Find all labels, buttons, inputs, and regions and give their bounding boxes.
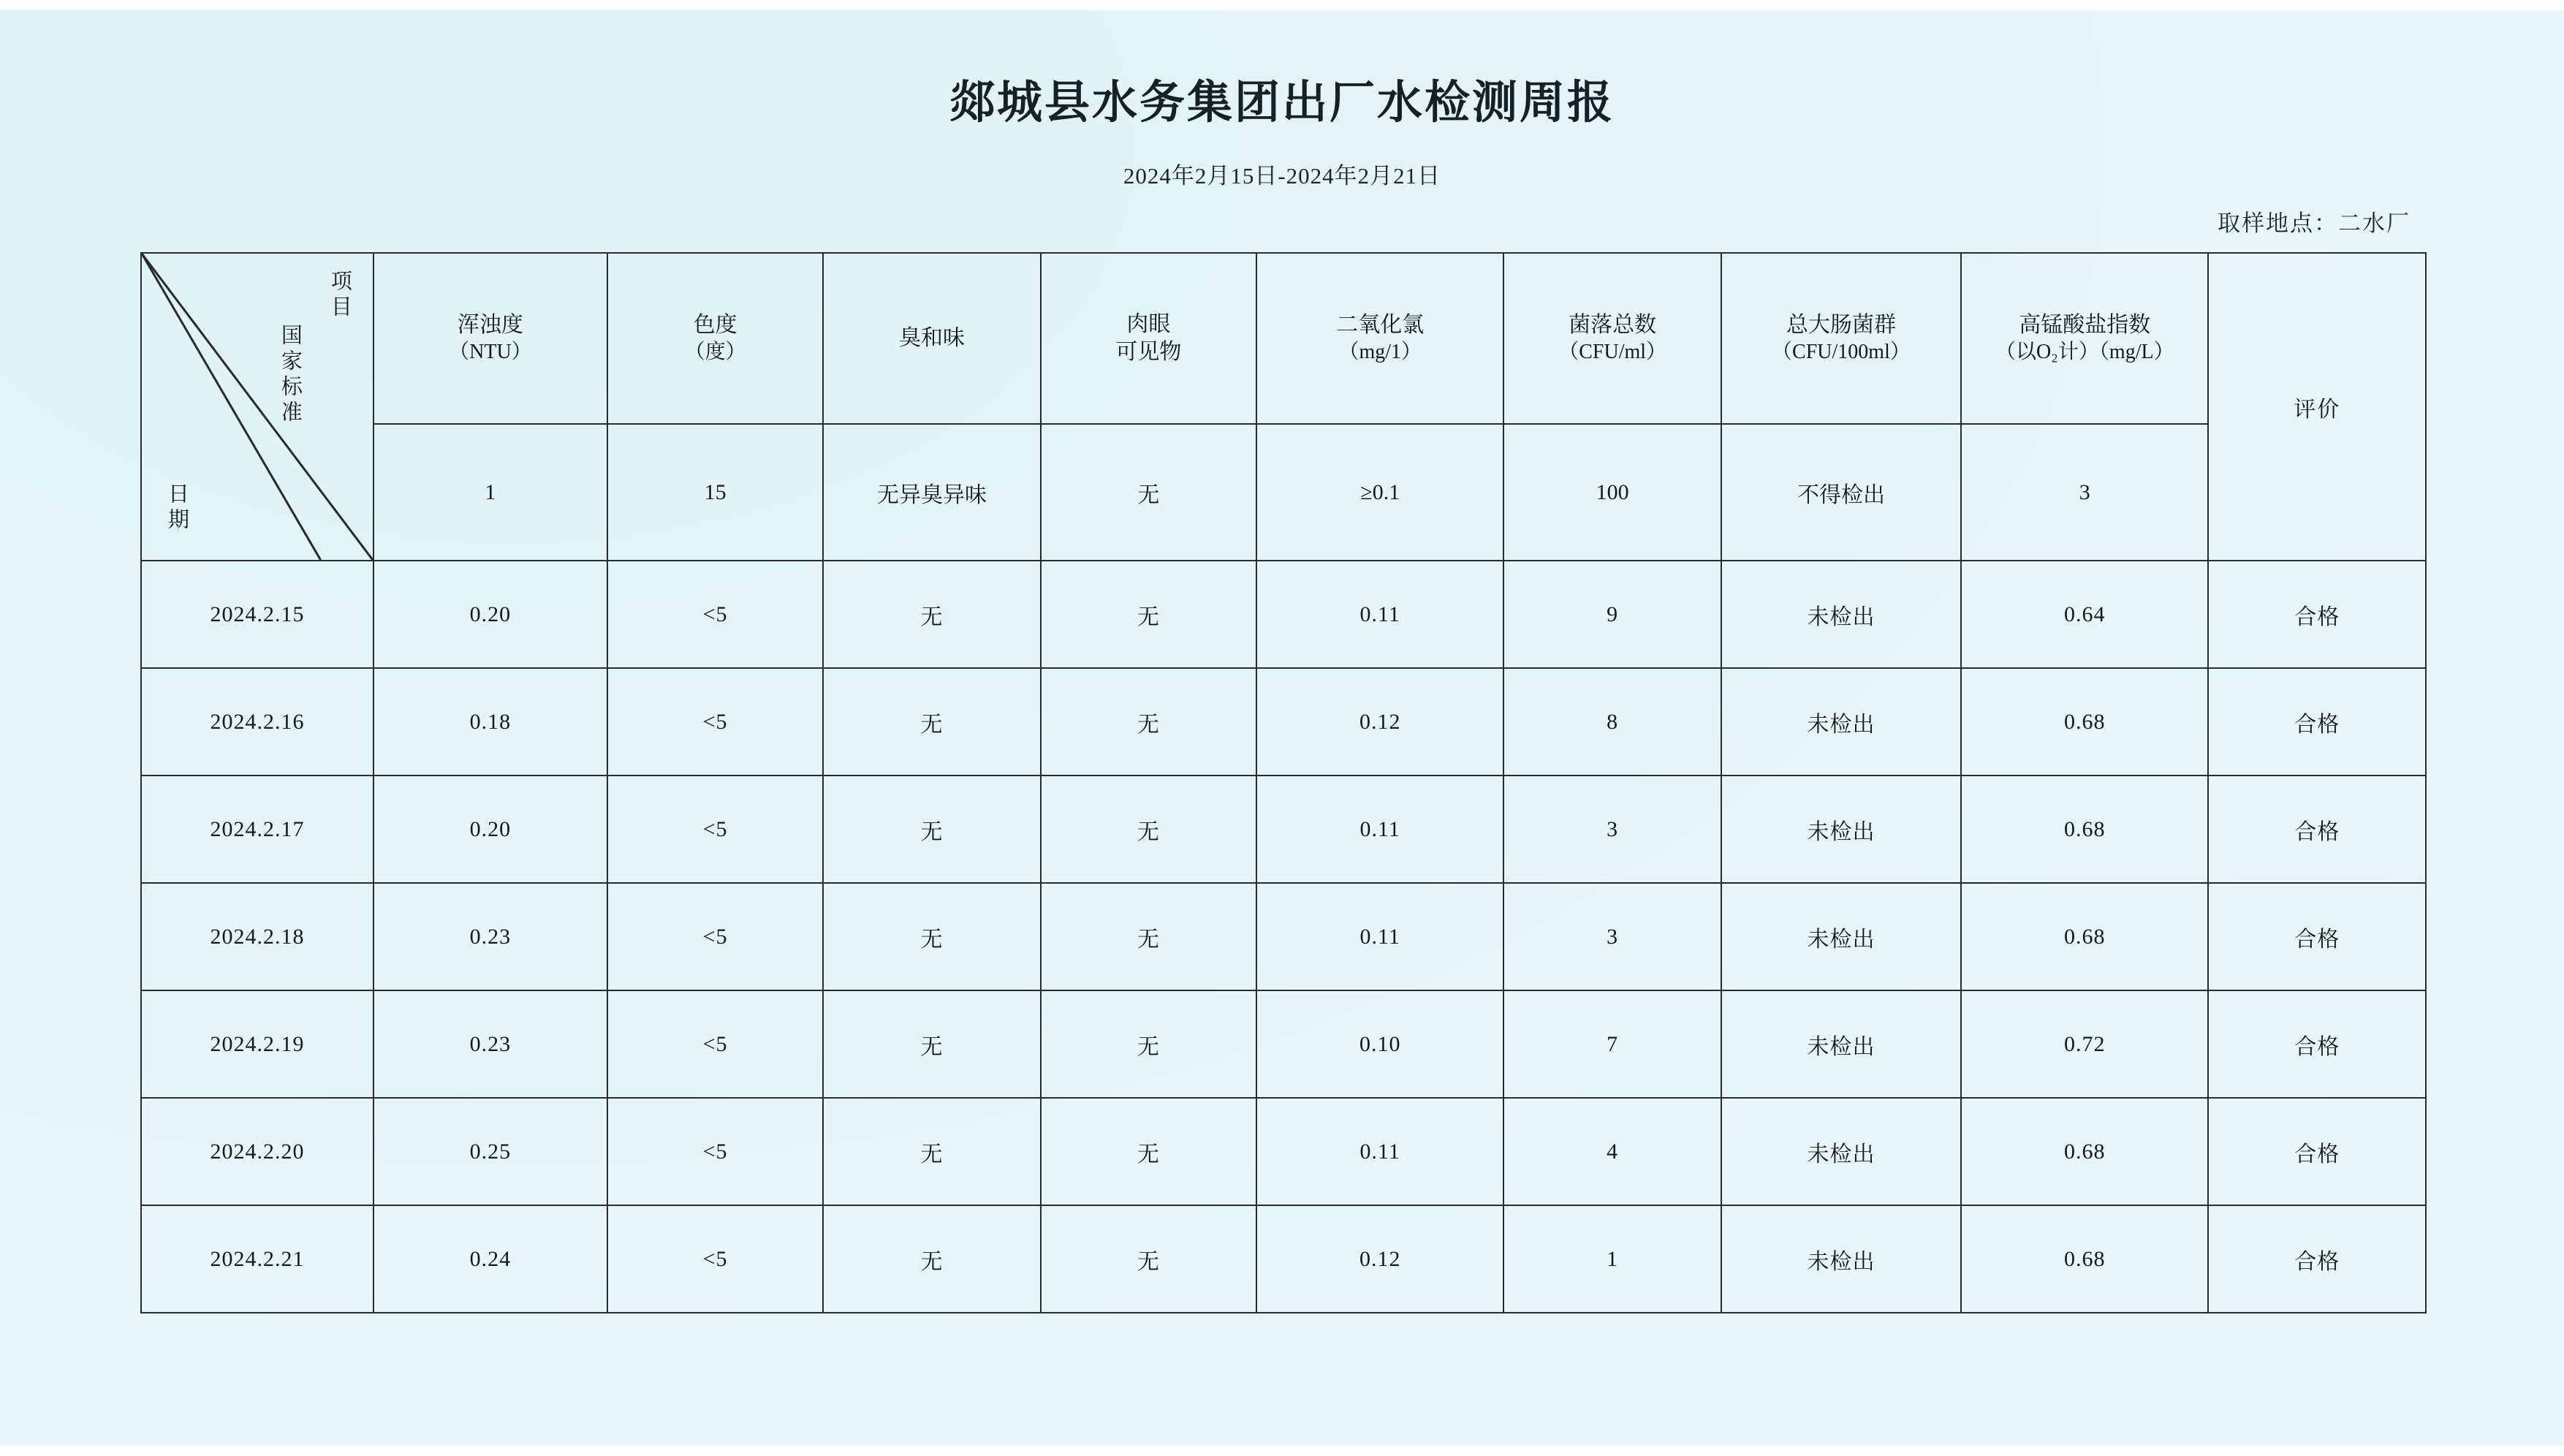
standard-turbidity: 1 (373, 424, 607, 561)
cell-odor: 无 (823, 776, 1040, 883)
column-header-turbidity (373, 253, 607, 424)
column-header-visible-matter (1041, 253, 1256, 424)
table-row (141, 776, 2426, 883)
cell-odor: 无 (823, 561, 1040, 668)
cell-clo2: 0.11 (1256, 776, 1503, 883)
column-header-chroma (607, 253, 823, 424)
column-header-chroma-unit: （度） (684, 341, 746, 364)
cell-permanganate: 0.72 (1961, 990, 2208, 1098)
cell-bacteria: 3 (1503, 883, 1721, 990)
cell-bacteria: 3 (1503, 776, 1721, 883)
cell-evaluation: 合格 (2208, 561, 2426, 668)
standard-bacteria: 100 (1503, 424, 1721, 561)
table-row (141, 561, 2426, 668)
cell-visible: 无 (1041, 1205, 1256, 1313)
cell-visible: 无 (1041, 1098, 1256, 1205)
cell-evaluation: 合格 (2208, 776, 2426, 883)
cell-coliform: 未检出 (1721, 1205, 1961, 1313)
standard-chroma: 15 (607, 424, 823, 561)
table-header-row (141, 253, 2426, 424)
cell-chroma: <5 (607, 668, 823, 776)
column-header-coliform-unit: （CFU/100ml） (1772, 341, 1911, 364)
cell-chroma: <5 (607, 883, 823, 990)
cell-odor: 无 (823, 990, 1040, 1098)
column-header-bacteria-name: 菌落总数 (1569, 312, 1657, 337)
cell-evaluation: 合格 (2208, 668, 2426, 776)
cell-date: 2024.2.15 (141, 561, 373, 668)
column-header-evaluation: 评价 (2208, 253, 2426, 561)
standard-visible: 无 (1041, 424, 1256, 561)
column-header-coliform-name: 总大肠菌群 (1786, 312, 1896, 337)
cell-permanganate: 0.64 (1961, 561, 2208, 668)
page-edge-top (0, 0, 2564, 10)
cell-visible: 无 (1041, 883, 1256, 990)
cell-turbidity: 0.25 (373, 1098, 607, 1205)
cell-chroma: <5 (607, 1098, 823, 1205)
cell-visible: 无 (1041, 776, 1256, 883)
corner-diagonal-header (141, 253, 373, 561)
column-header-permanganate-name: 高锰酸盐指数 (2019, 312, 2151, 337)
table-row (141, 1098, 2426, 1205)
standard-coliform: 不得检出 (1721, 424, 1961, 561)
column-header-permanganate (1961, 253, 2208, 424)
cell-permanganate: 0.68 (1961, 883, 2208, 990)
cell-evaluation: 合格 (2208, 1098, 2426, 1205)
page-title: 郯城县水务集团出厂水检测周报 (949, 75, 1615, 129)
corner-label-date: 日期 (165, 482, 189, 534)
column-header-bacteria-unit: （CFU/ml） (1558, 341, 1667, 364)
column-header-visible-name: 肉眼 (1126, 311, 1171, 336)
cell-date: 2024.2.18 (141, 883, 373, 990)
cell-clo2: 0.11 (1256, 561, 1503, 668)
standard-values-row (141, 424, 2426, 561)
cell-clo2: 0.12 (1256, 1205, 1503, 1313)
cell-clo2: 0.11 (1256, 1098, 1503, 1205)
cell-turbidity: 0.24 (373, 1205, 607, 1313)
column-header-visible-unit: 可见物 (1115, 340, 1182, 364)
cell-clo2: 0.10 (1256, 990, 1503, 1098)
cell-evaluation: 合格 (2208, 1205, 2426, 1313)
sample-site (2218, 205, 2411, 238)
column-header-clo2-unit: （mg/1） (1338, 341, 1422, 364)
column-header-chroma-name: 色度 (693, 312, 737, 337)
column-header-coliform (1721, 253, 1961, 424)
cell-clo2: 0.11 (1256, 883, 1503, 990)
cell-coliform: 未检出 (1721, 561, 1961, 668)
cell-bacteria: 7 (1503, 990, 1721, 1098)
column-header-turbidity-unit: （NTU） (449, 341, 532, 364)
cell-permanganate: 0.68 (1961, 1098, 2208, 1205)
cell-coliform: 未检出 (1721, 883, 1961, 990)
standard-clo2: ≥0.1 (1256, 424, 1503, 561)
cell-permanganate: 0.68 (1961, 668, 2208, 776)
table-row (141, 668, 2426, 776)
date-range-subtitle: 2024年2月15日-2024年2月21日 (1123, 163, 1441, 189)
cell-odor: 无 (823, 1098, 1040, 1205)
cell-visible: 无 (1041, 990, 1256, 1098)
cell-permanganate: 0.68 (1961, 776, 2208, 883)
sample-site-value: 二水厂 (2338, 211, 2411, 236)
cell-chroma: <5 (607, 776, 823, 883)
cell-odor: 无 (823, 1205, 1040, 1313)
standard-odor: 无异臭异味 (823, 424, 1040, 561)
cell-bacteria: 1 (1503, 1205, 1721, 1313)
cell-date: 2024.2.17 (141, 776, 373, 883)
cell-date: 2024.2.21 (141, 1205, 373, 1313)
cell-evaluation: 合格 (2208, 883, 2426, 990)
cell-coliform: 未检出 (1721, 1098, 1961, 1205)
column-header-turbidity-name: 浑浊度 (457, 312, 523, 337)
cell-permanganate: 0.68 (1961, 1205, 2208, 1313)
cell-date: 2024.2.20 (141, 1098, 373, 1205)
cell-odor: 无 (823, 883, 1040, 990)
cell-date: 2024.2.16 (141, 668, 373, 776)
column-header-chlorine-dioxide (1256, 253, 1503, 424)
sample-site-label: 取样地点： (2218, 211, 2338, 236)
cell-bacteria: 9 (1503, 561, 1721, 668)
cell-evaluation: 合格 (2208, 990, 2426, 1098)
table-row (141, 1205, 2426, 1313)
report-table-wrapper (140, 252, 2427, 1313)
cell-coliform: 未检出 (1721, 776, 1961, 883)
cell-turbidity: 0.20 (373, 561, 607, 668)
corner-label-standard: 国家标准 (278, 324, 302, 426)
corner-label-item: 项目 (327, 270, 352, 321)
cell-chroma: <5 (607, 1205, 823, 1313)
cell-clo2: 0.12 (1256, 668, 1503, 776)
cell-coliform: 未检出 (1721, 668, 1961, 776)
cell-turbidity: 0.23 (373, 990, 607, 1098)
column-header-bacteria-count (1503, 253, 1721, 424)
page-edge-bottom (0, 1446, 2564, 1456)
cell-chroma: <5 (607, 990, 823, 1098)
column-header-permanganate-unit: （以O₂计）（mg/L） (1995, 341, 2174, 364)
cell-turbidity: 0.18 (373, 668, 607, 776)
table-row (141, 883, 2426, 990)
cell-visible: 无 (1041, 561, 1256, 668)
cell-visible: 无 (1041, 668, 1256, 776)
table-row (141, 990, 2426, 1098)
standard-permanganate: 3 (1961, 424, 2208, 561)
column-header-odor (823, 253, 1040, 424)
cell-turbidity: 0.23 (373, 883, 607, 990)
cell-chroma: <5 (607, 561, 823, 668)
cell-odor: 无 (823, 668, 1040, 776)
column-header-odor-name: 臭和味 (898, 325, 965, 350)
cell-turbidity: 0.20 (373, 776, 607, 883)
cell-bacteria: 8 (1503, 668, 1721, 776)
water-quality-report-table (140, 252, 2427, 1313)
cell-date: 2024.2.19 (141, 990, 373, 1098)
cell-coliform: 未检出 (1721, 990, 1961, 1098)
cell-bacteria: 4 (1503, 1098, 1721, 1205)
column-header-clo2-name: 二氧化氯 (1336, 312, 1425, 337)
